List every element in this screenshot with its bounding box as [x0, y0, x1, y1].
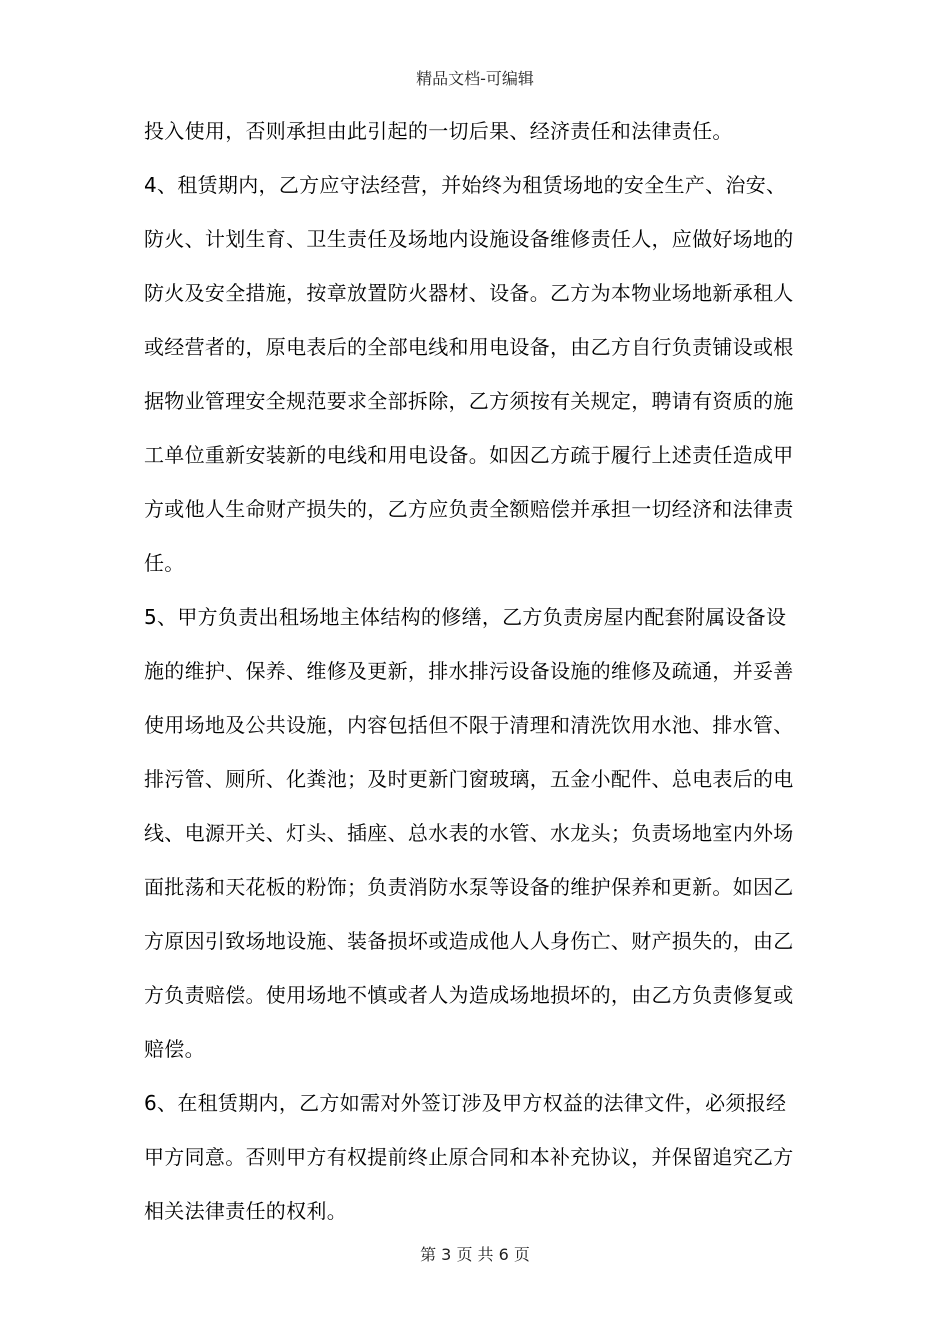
- document-body: [144, 104, 810, 1238]
- text-line: 6、在租赁期内，乙方如需对外签订涉及甲方权益的法律文件，必须报经: [144, 1091, 787, 1115]
- text-line: 赔偿。: [144, 1037, 205, 1061]
- text-line: 防火、计划生育、卫生责任及场地内设施设备维修责任人，应做好场地的: [144, 227, 794, 251]
- text-line: 使用场地及公共设施，内容包括但不限于清理和清洗饮用水池、排水管、: [144, 713, 794, 737]
- text-line: 方负责赔偿。使用场地不慎或者人为造成场地损坏的，由乙方负责修复或: [144, 983, 794, 1007]
- text-line: 4、租赁期内，乙方应守法经营，并始终为租赁场地的安全生产、治安、: [144, 173, 787, 197]
- page-number: 第 3 页 共 6 页: [420, 1245, 530, 1264]
- text-line: 防火及安全措施，按章放置防火器材、设备。乙方为本物业场地新承租人: [144, 281, 794, 305]
- text-line: 面批荡和天花板的粉饰；负责消防水泵等设备的维护保养和更新。如因乙: [144, 875, 794, 899]
- text-line: 施的维护、保养、维修及更新，排水排污设备设施的维修及疏通，并妥善: [144, 659, 794, 683]
- text-line: 相关法律责任的权利。: [144, 1199, 347, 1223]
- text-line: 甲方同意。否则甲方有权提前终止原合同和本补充协议，并保留追究乙方: [144, 1145, 794, 1169]
- text-line: 线、电源开关、灯头、插座、总水表的水管、水龙头；负责场地室内外场: [144, 821, 794, 845]
- text-line: 排污管、厕所、化粪池；及时更新门窗玻璃，五金小配件、总电表后的电: [144, 767, 794, 791]
- text-line: 或经营者的，原电表后的全部电线和用电设备，由乙方自行负责铺设或根: [144, 335, 794, 359]
- text-line: 5、甲方负责出租场地主体结构的修缮，乙方负责房屋内配套附属设备设: [144, 605, 787, 629]
- text-line: 投入使用，否则承担由此引起的一切后果、经济责任和法律责任。: [144, 119, 733, 143]
- text-line: 方或他人生命财产损失的，乙方应负责全额赔偿并承担一切经济和法律责: [144, 497, 794, 521]
- text-line: 据物业管理安全规范要求全部拆除，乙方须按有关规定，聘请有资质的施: [144, 389, 794, 413]
- text-line: 工单位重新安装新的电线和用电设备。如因乙方疏于履行上述责任造成甲: [144, 443, 794, 467]
- text-line: 方原因引致场地设施、装备损坏或造成他人人身伤亡、财产损失的，由乙: [144, 929, 794, 953]
- page-header: 精品文档-可编辑: [416, 69, 534, 88]
- text-line: 任。: [144, 551, 185, 575]
